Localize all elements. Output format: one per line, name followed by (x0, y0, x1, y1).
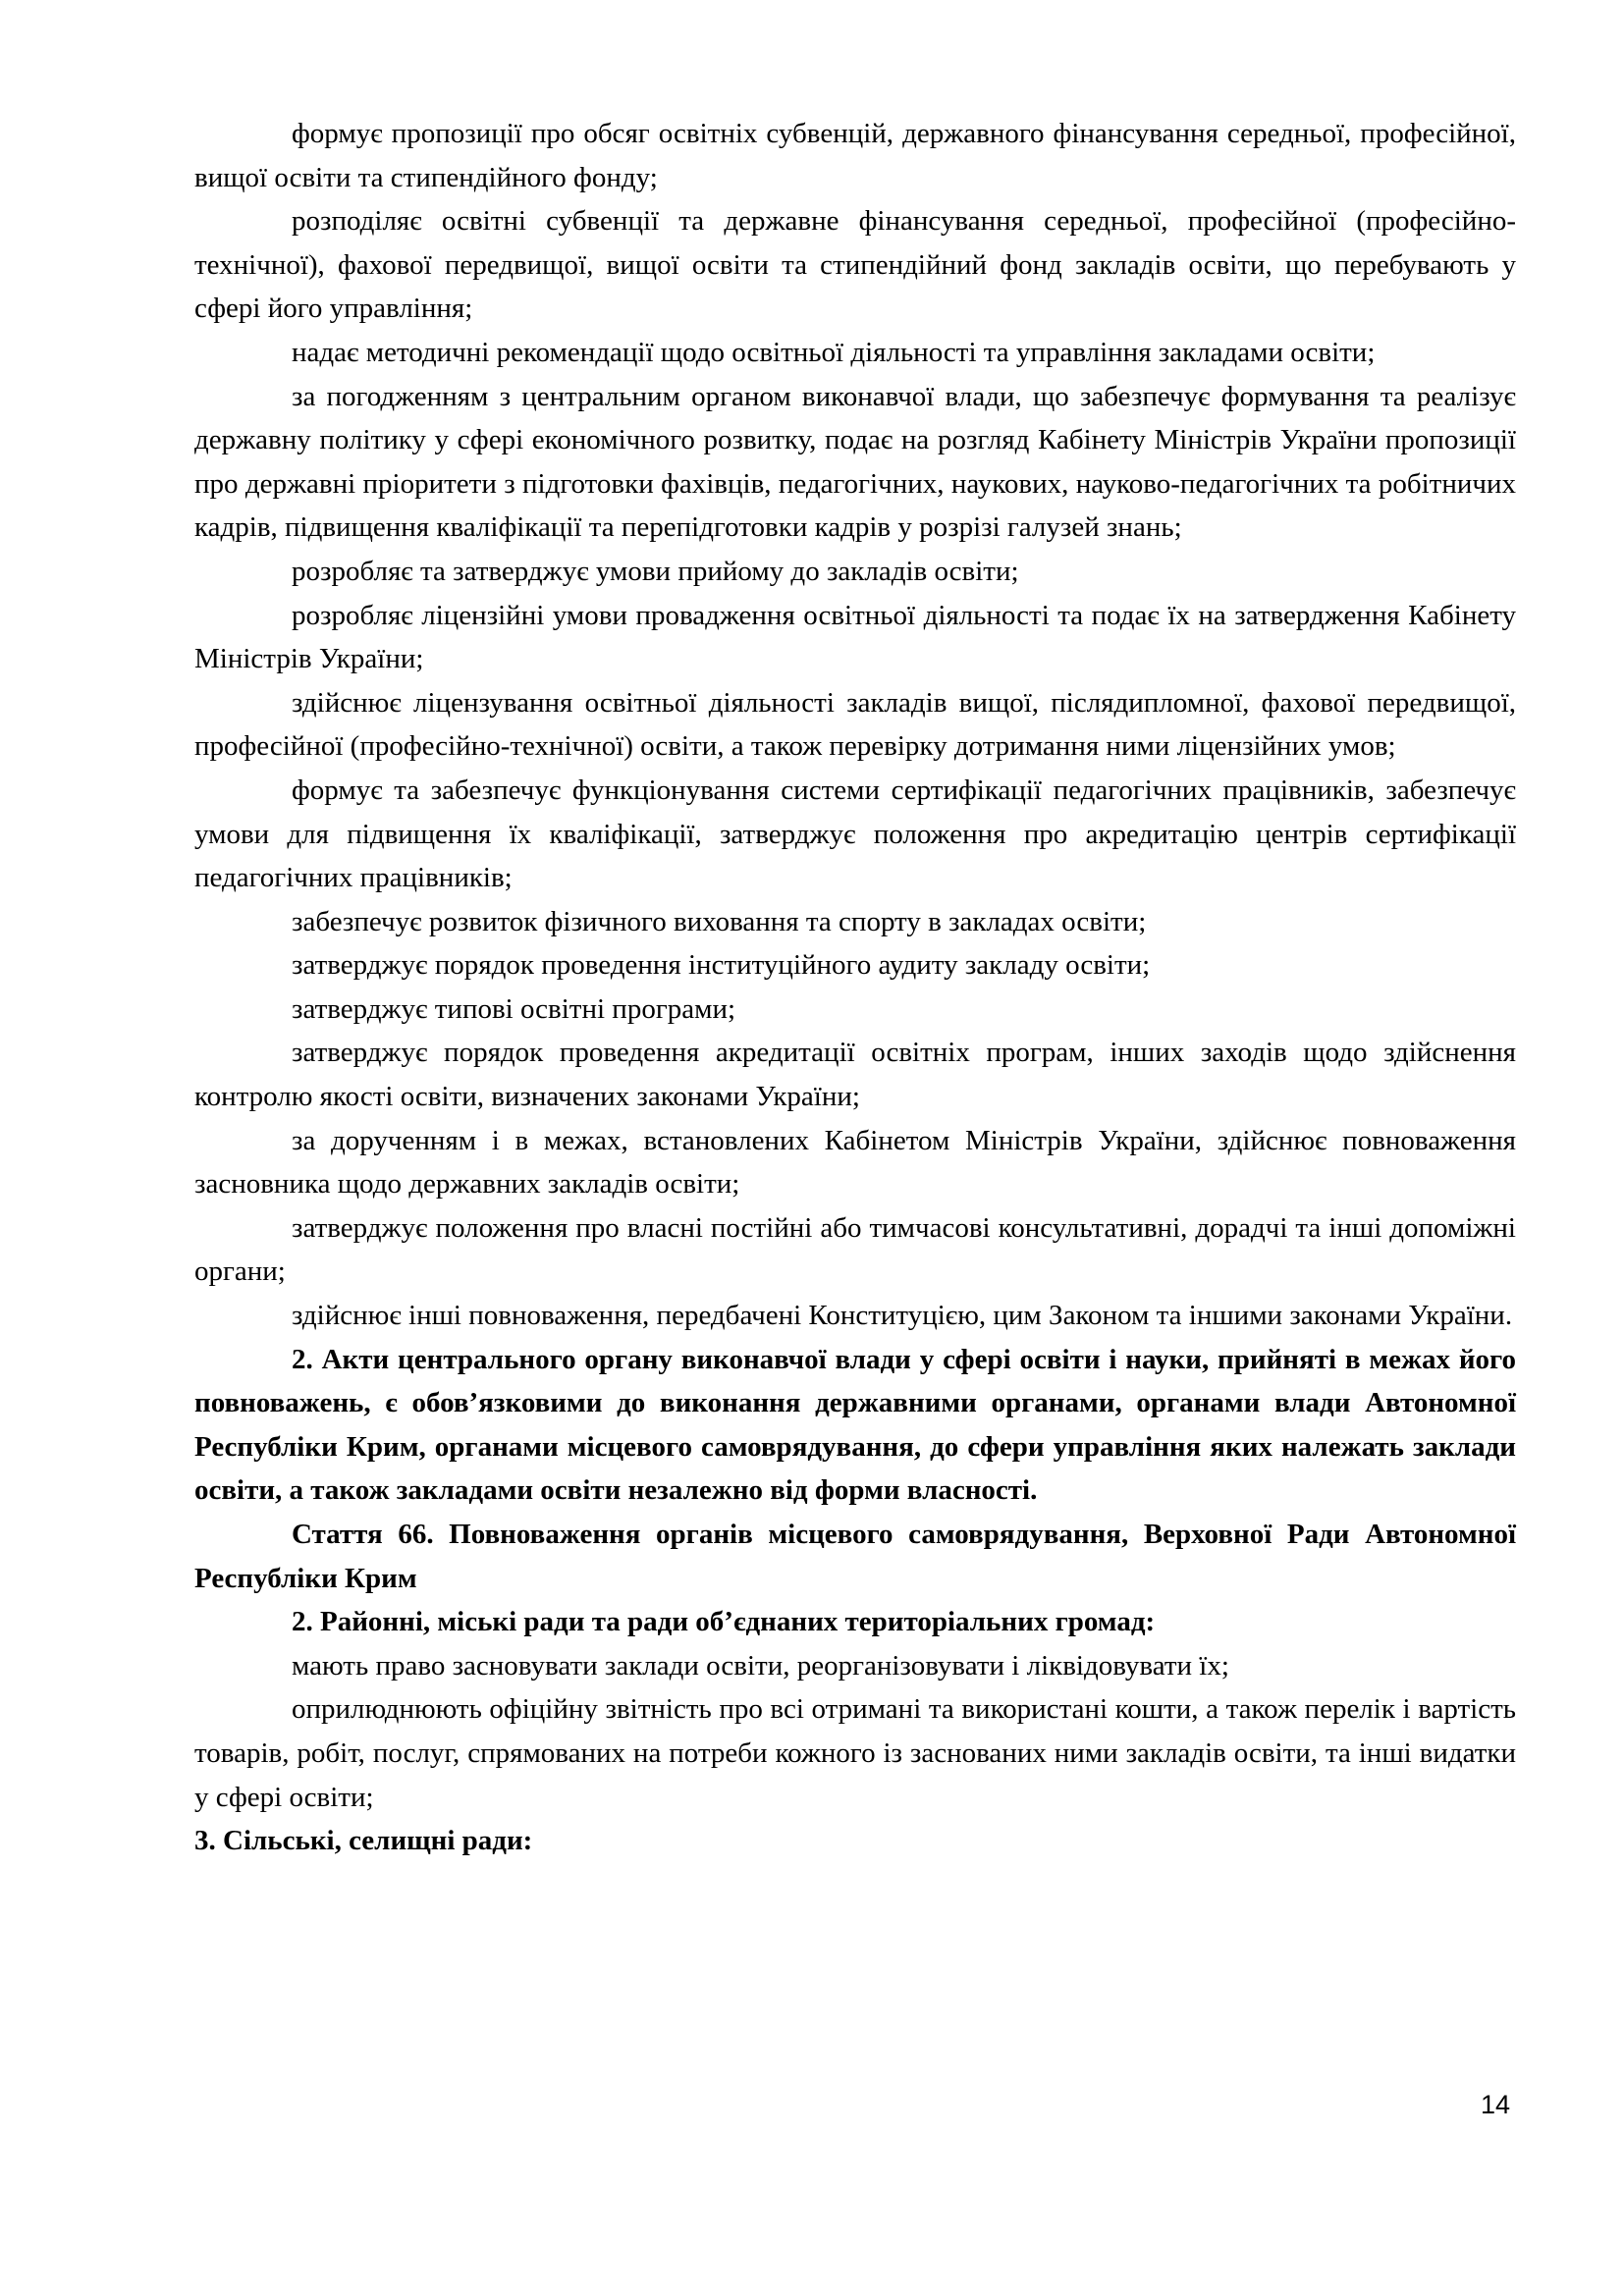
paragraph-physical-education: забезпечує розвиток фізичного виховання та спорту в закладах освіти; (292, 905, 1147, 937)
paragraph-institutional-audit: затверджує порядок проведення інституційного аудиту закладу освіти; (292, 949, 1151, 982)
paragraph-licensing: здійснює ліцензування освітньої діяльності закладів вищої, післядипломної, фахової передвищої, професійної (професійно-технічної) освіти, а також перевірку дотримання ними ліцензійних умов; (194, 686, 1516, 763)
paragraph-founder-powers: за дорученням і в межах, встановлених Кабінетом Міністрів України, здійснює повноваження засновника щодо державних закладів освіти; (194, 1124, 1516, 1201)
paragraph-right-to-found: мають право засновувати заклади освіти, реорганізовувати і ліквідовувати їх; (292, 1649, 1229, 1682)
article-66-heading: Стаття 66. Повноваження органів місцевого самоврядування, Верховної Ради Автономної Республіки Крим (194, 1519, 1516, 1594)
paragraph-other-powers: здійснює інші повноваження, передбачені Конституцією, цим Законом та іншими законами України. (292, 1300, 1513, 1332)
paragraph-accreditation: затверджує порядок проведення акредитації освітніх програм, інших заходів щодо здійснення контролю якості освіти, визначених законами України; (194, 1037, 1516, 1113)
paragraph-district-councils: 2. Районні, міські ради та ради об’єднаних територіальних громад: (292, 1606, 1156, 1638)
paragraph-subventions-proposals: формує пропозиції про обсяг освітніх субвенцій, державного фінансування середньої, професійної, вищої освіти та стипендійного фонду; (194, 118, 1516, 193)
paragraph-methodical-recommendations: надає методичні рекомендації щодо освітньої діяльності та управління закладами освіти; (292, 336, 1376, 368)
page-number: 14 (1481, 2090, 1511, 2119)
paragraph-subventions-distribution: розподіляє освітні субвенції та державне фінансування середньої, професійної (професійно-технічної), фахової передвищої, вищої освіти та стипендійний фонд закладів освіти, що перебувають у сфері його управління; (194, 205, 1516, 325)
paragraph-typical-programs: затверджує типові освітні програми; (292, 992, 736, 1025)
paragraph-acts-binding: 2. Акти центрального органу виконавчої влади у сфері освіти і науки, прийняті в межах його повноважень, є обов’язковими до виконання державними органами, органами влади Автономної Республіки Крим, органами місцевого самоврядування, до сфери управління яких належать заклади освіти, а також закладами освіти незалежно від форми власності. (194, 1343, 1516, 1507)
paragraph-license-conditions: розробляє ліцензійні умови провадження освітньої діяльності та подає їх на затвердження Кабінету Міністрів України; (194, 599, 1516, 675)
paragraph-admission-conditions: розробляє та затверджує умови прийому до закладів освіти; (292, 555, 1019, 587)
paragraph-financial-reporting: оприлюднюють офіційну звітність про всі отримані та використані кошти, а також перелік і вартість товарів, робіт, послуг, спрямованих на потреби кожного із заснованих ними закладів освіти, та інші видатки у сфері освіти; (194, 1693, 1516, 1813)
paragraph-state-priorities: за погодженням з центральним органом виконавчої влади, що забезпечує формування та реалізує державну політику у сфері економічного розвитку, подає на розгляд Кабінету Міністрів України пропозиції про державні пріоритети з підготовки фахівців, педагогічних, наукових, науково-педагогічних та робітничих кадрів, підвищення кваліфікації та перепідготовки кадрів у розрізі галузей знань; (194, 380, 1516, 544)
paragraph-advisory-bodies: затверджує положення про власні постійні або тимчасові консультативні, дорадчі та інші допоміжні органи; (194, 1211, 1516, 1288)
paragraph-village-councils: 3. Сільські, селищні ради: (194, 1825, 533, 1857)
paragraph-certification: формує та забезпечує функціонування системи сертифікації педагогічних працівників, забезпечує умови для підвищення їх кваліфікації, затверджує положення про акредитацію центрів сертифікації педагогічних працівників; (194, 774, 1516, 894)
document-body (194, 112, 1516, 1863)
